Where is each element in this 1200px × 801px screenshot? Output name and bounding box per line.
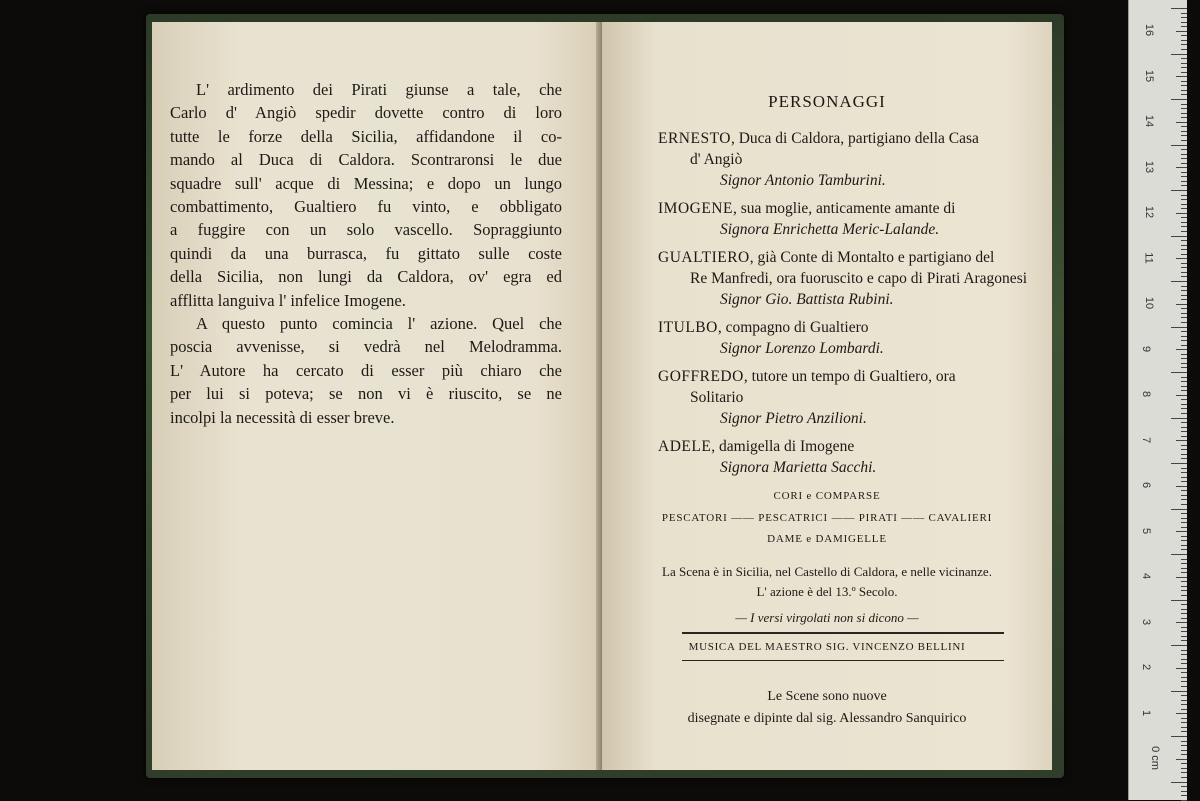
chorus-dame: DAME e DAMIGELLE <box>767 533 887 545</box>
ruler-tick <box>1181 90 1187 91</box>
ruler-tick <box>1181 226 1187 227</box>
ruler-tick <box>1181 722 1187 723</box>
ruler-tick <box>1181 108 1187 109</box>
ruler-tick <box>1181 336 1187 337</box>
ruler-tick <box>1181 427 1187 428</box>
ruler-tick <box>1181 604 1187 605</box>
prose-line: della Sicilia, non lungi da Caldora, ov' egra ed <box>170 267 562 287</box>
ruler-tick <box>1176 395 1187 396</box>
ruler-tick <box>1171 190 1187 191</box>
cast-entry <box>658 317 1046 360</box>
ruler-tick <box>1181 286 1187 287</box>
ruler-tick <box>1181 618 1187 619</box>
cast-list <box>658 128 1046 485</box>
ruler-tick <box>1171 236 1187 237</box>
ruler-tick <box>1176 577 1187 578</box>
ruler-tick <box>1181 777 1187 778</box>
ruler-tick <box>1176 213 1187 214</box>
ruler-number: 16 <box>1143 23 1156 37</box>
ruler-tick <box>1181 536 1187 537</box>
ruler-number: 10 <box>1143 296 1156 310</box>
ruler-tick <box>1181 131 1187 132</box>
prose-line: per lui si poteva; se non vi è riuscito, se ne <box>170 384 562 404</box>
ruler-number: 6 <box>1140 481 1153 489</box>
ruler-tick <box>1181 322 1187 323</box>
ruler-tick <box>1181 522 1187 523</box>
ruler-tick <box>1181 754 1187 755</box>
ruler-tick <box>1181 49 1187 50</box>
ruler-tick <box>1181 181 1187 182</box>
right-page <box>602 22 1052 770</box>
prose-line: a fuggire con un solo vascello. Sopraggiunto <box>170 220 562 240</box>
ruler-tick <box>1181 290 1187 291</box>
prose-line: squadre sull' acque di Messina; e dopo un lungo <box>170 173 562 193</box>
ruler-tick <box>1181 172 1187 173</box>
ruler-tick <box>1181 518 1187 519</box>
ruler-tick <box>1181 367 1187 368</box>
ruler-tick <box>1181 249 1187 250</box>
role-description: , compagno di Gualtiero <box>717 319 869 336</box>
ruler-tick <box>1181 472 1187 473</box>
ruler-tick <box>1181 217 1187 218</box>
ruler-tick <box>1181 677 1187 678</box>
ruler-tick <box>1171 509 1187 510</box>
role-description: , già Conte di Montalto e partigiano del <box>749 249 995 266</box>
ruler-tick <box>1181 700 1187 701</box>
ruler-tick <box>1176 304 1187 305</box>
ruler-tick <box>1181 276 1187 277</box>
singer-name: Signor Antonio Tamburini. <box>720 172 886 189</box>
ruler-tick <box>1181 750 1187 751</box>
chorus-list: PESCATORI —— PESCATRICI —— PIRATI —— CAVALIERI <box>661 512 993 524</box>
ruler-tick <box>1181 422 1187 423</box>
ruler-tick <box>1176 713 1187 714</box>
role-name: ERNESTO <box>658 130 731 147</box>
ruler-tick <box>1181 345 1187 346</box>
cast-entry <box>658 436 1046 479</box>
ruler-tick <box>1181 745 1187 746</box>
ruler-tick <box>1181 81 1187 82</box>
ruler-tick <box>1176 486 1187 487</box>
ruler-tick <box>1181 741 1187 742</box>
ruler-tick <box>1171 99 1187 100</box>
ruler-tick <box>1181 458 1187 459</box>
prose-line: incolpi la necessità di esser breve. <box>170 407 395 427</box>
divider-bottom <box>682 660 1004 661</box>
singer-name: Signor Pietro Anzilioni. <box>720 410 867 427</box>
prose-line: tutte le forze della Sicilia, affidandone il co- <box>170 126 562 146</box>
ruler-tick <box>1181 768 1187 769</box>
ruler-tick <box>1181 94 1187 95</box>
ruler-tick <box>1176 349 1187 350</box>
ruler-tick <box>1181 363 1187 364</box>
ruler-tick <box>1181 572 1187 573</box>
ruler-number: 2 <box>1140 663 1153 671</box>
ruler-tick <box>1181 299 1187 300</box>
singer-name: Signora Enrichetta Meric-Lalande. <box>720 221 940 238</box>
ruler-tick <box>1171 554 1187 555</box>
ruler-number: 14 <box>1143 114 1156 128</box>
ruler-tick <box>1181 199 1187 200</box>
ruler-tick <box>1181 295 1187 296</box>
ruler-tick <box>1181 590 1187 591</box>
ruler-tick <box>1181 390 1187 391</box>
role-description-cont: d' Angiò <box>690 151 743 168</box>
ruler-tick <box>1181 154 1187 155</box>
ruler-tick <box>1176 668 1187 669</box>
ruler-tick <box>1181 317 1187 318</box>
ruler-number: 9 <box>1140 345 1153 352</box>
ruler-number: 1 <box>1140 709 1153 716</box>
ruler-tick <box>1181 404 1187 405</box>
ruler-tick <box>1181 313 1187 314</box>
ruler-tick <box>1171 691 1187 692</box>
ruler-tick <box>1176 759 1187 760</box>
ruler-tick <box>1181 267 1187 268</box>
prose-line: L' Autore ha cercato di esser più chiaro che <box>170 360 562 380</box>
ruler-tick <box>1181 586 1187 587</box>
ruler-tick <box>1181 495 1187 496</box>
ruler-tick <box>1181 613 1187 614</box>
ruler-tick <box>1181 135 1187 136</box>
ruler-tick <box>1181 795 1187 796</box>
ruler-tick <box>1181 104 1187 105</box>
scene-century: L' azione è del 13.º Secolo. <box>756 584 898 599</box>
ruler-tick <box>1181 413 1187 414</box>
ruler-tick <box>1181 208 1187 209</box>
ruler-tick <box>1181 72 1187 73</box>
ruler-number: 5 <box>1140 527 1153 534</box>
ruler-tick <box>1181 659 1187 660</box>
role-description-cont: Solitario <box>690 389 744 406</box>
ruler-tick <box>1181 654 1187 655</box>
ruler-tick <box>1181 477 1187 478</box>
prose-line: L' ardimento dei Pirati giunse a tale, che <box>196 80 562 99</box>
ruler-tick <box>1181 163 1187 164</box>
ruler-number: 0 cm <box>1148 746 1161 770</box>
ruler-tick <box>1176 531 1187 532</box>
ruler-tick <box>1181 331 1187 332</box>
ruler-tick <box>1171 372 1187 373</box>
ruler-tick <box>1181 263 1187 264</box>
ruler-tick <box>1171 645 1187 646</box>
ruler-tick <box>1181 254 1187 255</box>
ruler-tick <box>1181 695 1187 696</box>
ruler-number: 11 <box>1142 251 1155 264</box>
ruler-tick <box>1181 650 1187 651</box>
ruler-tick <box>1181 436 1187 437</box>
left-page <box>152 22 600 770</box>
prose-line: mando al Duca di Caldora. Scontraronsi le due <box>170 150 562 170</box>
role-name: IMOGENE <box>658 200 733 217</box>
ruler-tick <box>1181 663 1187 664</box>
chorus-title: CORI e COMPARSE <box>773 490 881 502</box>
ruler-tick <box>1181 85 1187 86</box>
divider-top <box>682 632 1004 634</box>
ruler-number: 12 <box>1143 205 1156 219</box>
cast-entry <box>658 366 1046 430</box>
ruler-tick <box>1181 490 1187 491</box>
singer-name: Signora Marietta Sacchi. <box>720 459 877 476</box>
ruler-tick <box>1181 386 1187 387</box>
ruler-tick <box>1181 222 1187 223</box>
ruler-tick <box>1181 245 1187 246</box>
prose-line: poscia avvenisse, si vedrà nel Melodramma. <box>170 337 562 357</box>
ruler-tick <box>1181 399 1187 400</box>
ruler-tick <box>1181 481 1187 482</box>
ruler-tick <box>1171 327 1187 328</box>
ruler-tick <box>1181 595 1187 596</box>
ruler-tick <box>1181 540 1187 541</box>
ruler-tick <box>1181 176 1187 177</box>
ruler-tick <box>1181 545 1187 546</box>
prose-line: quindi da una burrasca, fu gittato sulle coste <box>170 243 562 263</box>
ruler-tick <box>1181 240 1187 241</box>
ruler-tick <box>1181 791 1187 792</box>
ruler-tick <box>1181 185 1187 186</box>
ruler-tick <box>1181 636 1187 637</box>
left-prose <box>170 78 562 429</box>
ruler-tick <box>1171 600 1187 601</box>
ruler-tick <box>1181 763 1187 764</box>
ruler-tick <box>1181 340 1187 341</box>
ruler-tick <box>1171 281 1187 282</box>
ruler-tick <box>1171 782 1187 783</box>
ruler-tick <box>1181 718 1187 719</box>
ruler-tick <box>1181 468 1187 469</box>
ruler-tick <box>1181 640 1187 641</box>
ruler-tick <box>1181 672 1187 673</box>
ruler-tick <box>1181 140 1187 141</box>
ruler-tick <box>1181 13 1187 14</box>
ruler-tick <box>1181 117 1187 118</box>
ruler-tick <box>1181 704 1187 705</box>
ruler-tick <box>1181 454 1187 455</box>
scenery-line2: disegnate e dipinte dal sig. Alessandro Sanquirico <box>687 711 967 726</box>
ruler-tick <box>1181 231 1187 232</box>
ruler-tick <box>1181 44 1187 45</box>
cast-entry <box>658 247 1046 311</box>
ruler-tick <box>1181 513 1187 514</box>
ruler-tick <box>1181 568 1187 569</box>
ruler-tick <box>1181 113 1187 114</box>
ruler-tick <box>1171 463 1187 464</box>
singer-name: Signor Gio. Battista Rubini. <box>720 291 894 308</box>
ruler-tick <box>1181 377 1187 378</box>
ruler-tick <box>1181 204 1187 205</box>
ruler-number: 3 <box>1140 618 1153 625</box>
role-name: GUALTIERO <box>658 249 750 266</box>
ruler-tick <box>1181 381 1187 382</box>
ruler-tick <box>1176 258 1187 259</box>
ruler-tick <box>1181 35 1187 36</box>
cast-title: PERSONAGGI <box>768 92 886 111</box>
role-description: , Duca di Caldora, partigiano della Casa <box>730 130 979 147</box>
ruler-tick <box>1181 449 1187 450</box>
ruler-number: 7 <box>1140 436 1153 443</box>
cast-entry <box>658 198 1046 241</box>
ruler-tick <box>1181 63 1187 64</box>
scenery-line1: Le Scene sono nuove <box>767 689 887 704</box>
ruler-tick <box>1181 126 1187 127</box>
ruler-tick <box>1181 40 1187 41</box>
prose-line: combattimento, Gualtiero fu vinto, e obbligato <box>170 197 562 217</box>
role-description: , damigella di Imogene <box>711 438 855 455</box>
ruler-tick <box>1176 167 1187 168</box>
ruler-tick <box>1181 504 1187 505</box>
role-name: ADELE <box>658 438 712 455</box>
role-description-cont: Re Manfredi, ora fuoruscito e capo di Pirati Aragonesi <box>690 270 1028 287</box>
ruler-tick <box>1176 31 1187 32</box>
ruler-number: 8 <box>1140 390 1153 398</box>
ruler-tick <box>1181 195 1187 196</box>
prose-line: afflitta languiva l' infelice Imogene. <box>170 290 406 310</box>
ruler-tick <box>1181 563 1187 564</box>
ruler-tick <box>1181 709 1187 710</box>
scene-location: La Scena è in Sicilia, nel Castello di Caldora, e nelle vicinanze. <box>662 564 992 579</box>
ruler-tick <box>1181 358 1187 359</box>
prose-line: Carlo d' Angiò spedir dovette contro di loro <box>170 103 562 123</box>
ruler-tick <box>1181 686 1187 687</box>
ruler-number: 15 <box>1143 69 1156 82</box>
verse-note: — I versi virgolati non si dicono — <box>735 610 919 625</box>
ruler-tick <box>1181 681 1187 682</box>
ruler-tick <box>1181 17 1187 18</box>
ruler-tick <box>1171 736 1187 737</box>
ruler-tick <box>1181 527 1187 528</box>
ruler-tick <box>1171 145 1187 146</box>
ruler-tick <box>1181 26 1187 27</box>
ruler-tick <box>1181 354 1187 355</box>
ruler-tick <box>1171 8 1187 9</box>
ruler-tick <box>1181 772 1187 773</box>
music-credit: MUSICA DEL MAESTRO SIG. VINCENZO BELLINI <box>688 641 966 653</box>
ruler-tick <box>1181 22 1187 23</box>
role-name: GOFFREDO <box>658 368 744 385</box>
ruler-tick <box>1181 549 1187 550</box>
ruler-tick <box>1181 581 1187 582</box>
ruler-tick <box>1181 58 1187 59</box>
ruler-tick <box>1171 418 1187 419</box>
ruler-tick <box>1181 158 1187 159</box>
ruler-tick <box>1176 76 1187 77</box>
ruler-tick <box>1176 122 1187 123</box>
singer-name: Signor Lorenzo Lombardi. <box>720 340 884 357</box>
ruler-tick <box>1181 499 1187 500</box>
role-description: , tutore un tempo di Gualtiero, ora <box>743 368 956 385</box>
ruler-tick <box>1176 622 1187 623</box>
cast-entry <box>658 128 1046 192</box>
role-description: , sua moglie, anticamente amante di <box>732 200 956 217</box>
ruler-tick <box>1171 54 1187 55</box>
ruler-tick <box>1181 627 1187 628</box>
ruler-tick <box>1181 67 1187 68</box>
ruler-tick <box>1181 727 1187 728</box>
ruler-number: 13 <box>1143 160 1156 173</box>
ruler-tick <box>1181 431 1187 432</box>
ruler-tick <box>1181 149 1187 150</box>
ruler-tick <box>1181 631 1187 632</box>
ruler-tick <box>1181 408 1187 409</box>
ruler-tick <box>1181 445 1187 446</box>
ruler-tick <box>1181 559 1187 560</box>
ruler-tick <box>1181 786 1187 787</box>
ruler-tick <box>1181 609 1187 610</box>
ruler-tick <box>1181 308 1187 309</box>
prose-line: A questo punto comincia l' azione. Quel che <box>196 314 562 334</box>
ruler-tick <box>1181 272 1187 273</box>
ruler-number: 4 <box>1140 572 1153 580</box>
measurement-ruler <box>1128 0 1187 800</box>
role-name: ITULBO <box>658 319 718 336</box>
ruler-tick <box>1176 440 1187 441</box>
ruler-tick <box>1181 731 1187 732</box>
